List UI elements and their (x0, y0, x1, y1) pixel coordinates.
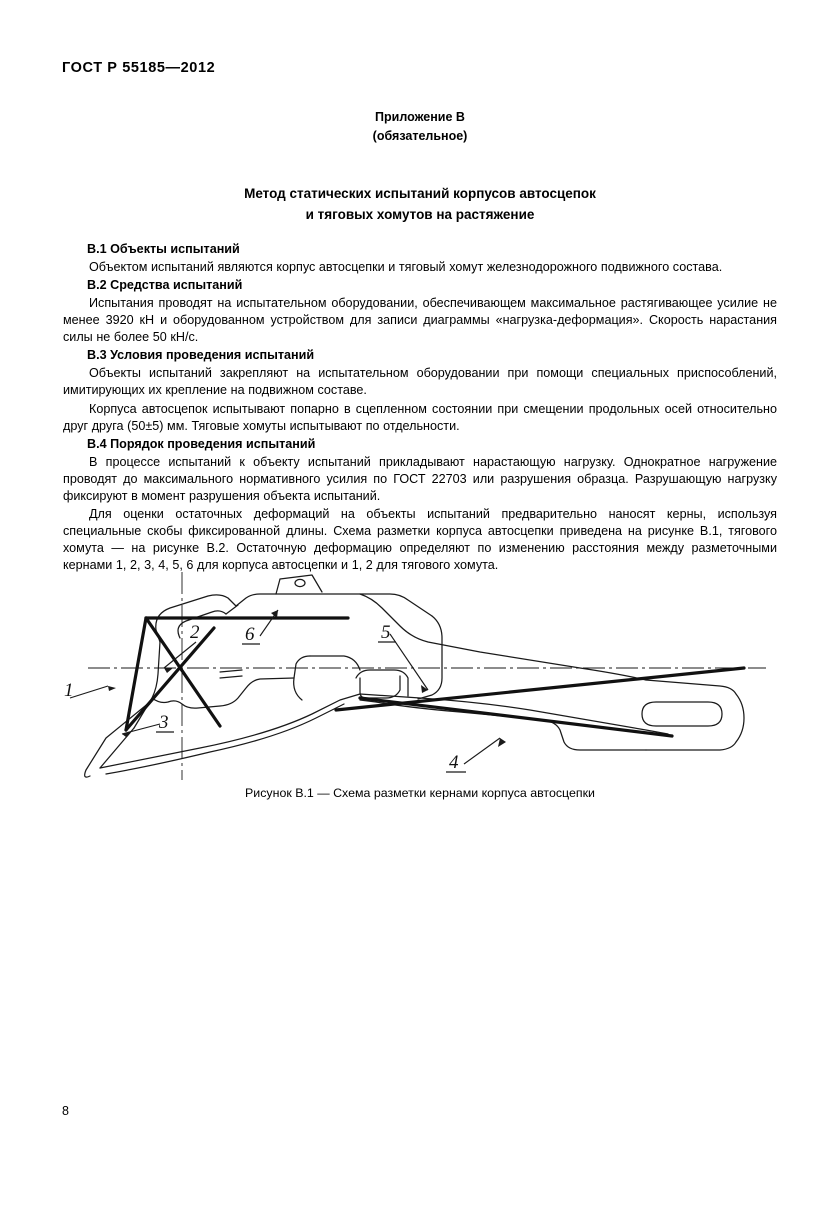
callout-label-4: 4 (449, 752, 459, 773)
section-b1-paragraph-1: Объектом испытаний являются корпус автосцепки и тяговый хомут железнодорожного подвижного состава. (89, 260, 723, 274)
appendix-heading (0, 108, 840, 146)
coupler-body-drawing (60, 552, 780, 787)
callout-label-6: 6 (245, 624, 255, 645)
section-b4-paragraph-2: Для оценки остаточных деформаций на объекты испытаний предварительно наносят керны, используя специальные скобы фиксированной длины. Схема разметки корпуса автосцепки приведена на рисунке В.1, тягового хомута — на рисунке В.2. Остаточную деформацию определяют по изменению расстояния между разметочными кернами 1, 2, 3, 4, 5, 6 для корпуса автосцепки и 1, 2 для тягового хомута. (63, 507, 777, 573)
section-heading-b2: В.2 Средства испытаний (87, 278, 243, 293)
section-b3-paragraph-2: Корпуса автосцепок испытывают попарно в сцепленном состоянии при смещении продольных осей относительно друг друга (50±5) мм. Тяговые хомуты испытывают по отдельности. (63, 401, 777, 433)
callout-label-2: 2 (190, 622, 200, 643)
coupler-outline (85, 575, 744, 777)
page-number: 8 (62, 1104, 69, 1118)
page-title-line-2: и тяговых хомутов на растяжение (305, 207, 535, 222)
callout-leaders (70, 610, 506, 772)
appendix-status: (обязательное) (372, 129, 468, 143)
leader-1-arrow (108, 686, 116, 691)
leader-2-arrow (164, 668, 173, 673)
leader-4 (464, 738, 500, 764)
callout-labels (64, 622, 459, 773)
page-title (0, 183, 840, 225)
figure-caption: Рисунок В.1 — Схема разметки кернами корпуса автосцепки (245, 786, 595, 800)
mark-line-2 (126, 628, 214, 730)
leader-1 (70, 686, 108, 698)
standard-header: ГОСТ Р 55185—2012 (62, 60, 216, 76)
figure-b1 (60, 552, 780, 787)
section-heading-b1: В.1 Объекты испытаний (87, 242, 240, 256)
leader-4-arrow (498, 738, 506, 747)
section-b2-paragraph-1: Испытания проводят на испытательном оборудовании, обеспечивающем максимальное растягивающее усилие не менее 3920 кН и оборудованном устройством для записи диаграммы «нагрузка-деформация». Скорость нарастания силы не более 50 кН/с. (63, 296, 777, 345)
page-title-line-1: Метод статических испытаний корпусов автосцепок (244, 186, 596, 201)
callout-label-3: 3 (159, 712, 169, 733)
callout-label-1: 1 (64, 680, 74, 701)
section-heading-b3: В.3 Условия проведения испытаний (87, 348, 315, 363)
body-text (63, 241, 777, 575)
appendix-label: Приложение В (375, 110, 465, 124)
punch-mark-lines (126, 618, 744, 736)
section-b3-paragraph-1: Объекты испытаний закрепляют на испытательном оборудовании при помощи специальных приспособлений, имитирующих их крепление на подвижном составе. (63, 366, 777, 398)
mark-line-4 (360, 698, 672, 736)
section-b4-paragraph-1: В процессе испытаний к объекту испытаний прикладывают нарастающую нагрузку. Однократное нагружение проводят до максимального нормативного усилия по ГОСТ 22703 или разрушения образца. Разрушающую нагрузку фиксируют в момент разрушения объекта испытаний. (63, 454, 777, 503)
callout-label-5: 5 (381, 622, 391, 643)
section-heading-b4: В.4 Порядок проведения испытаний (87, 436, 316, 451)
